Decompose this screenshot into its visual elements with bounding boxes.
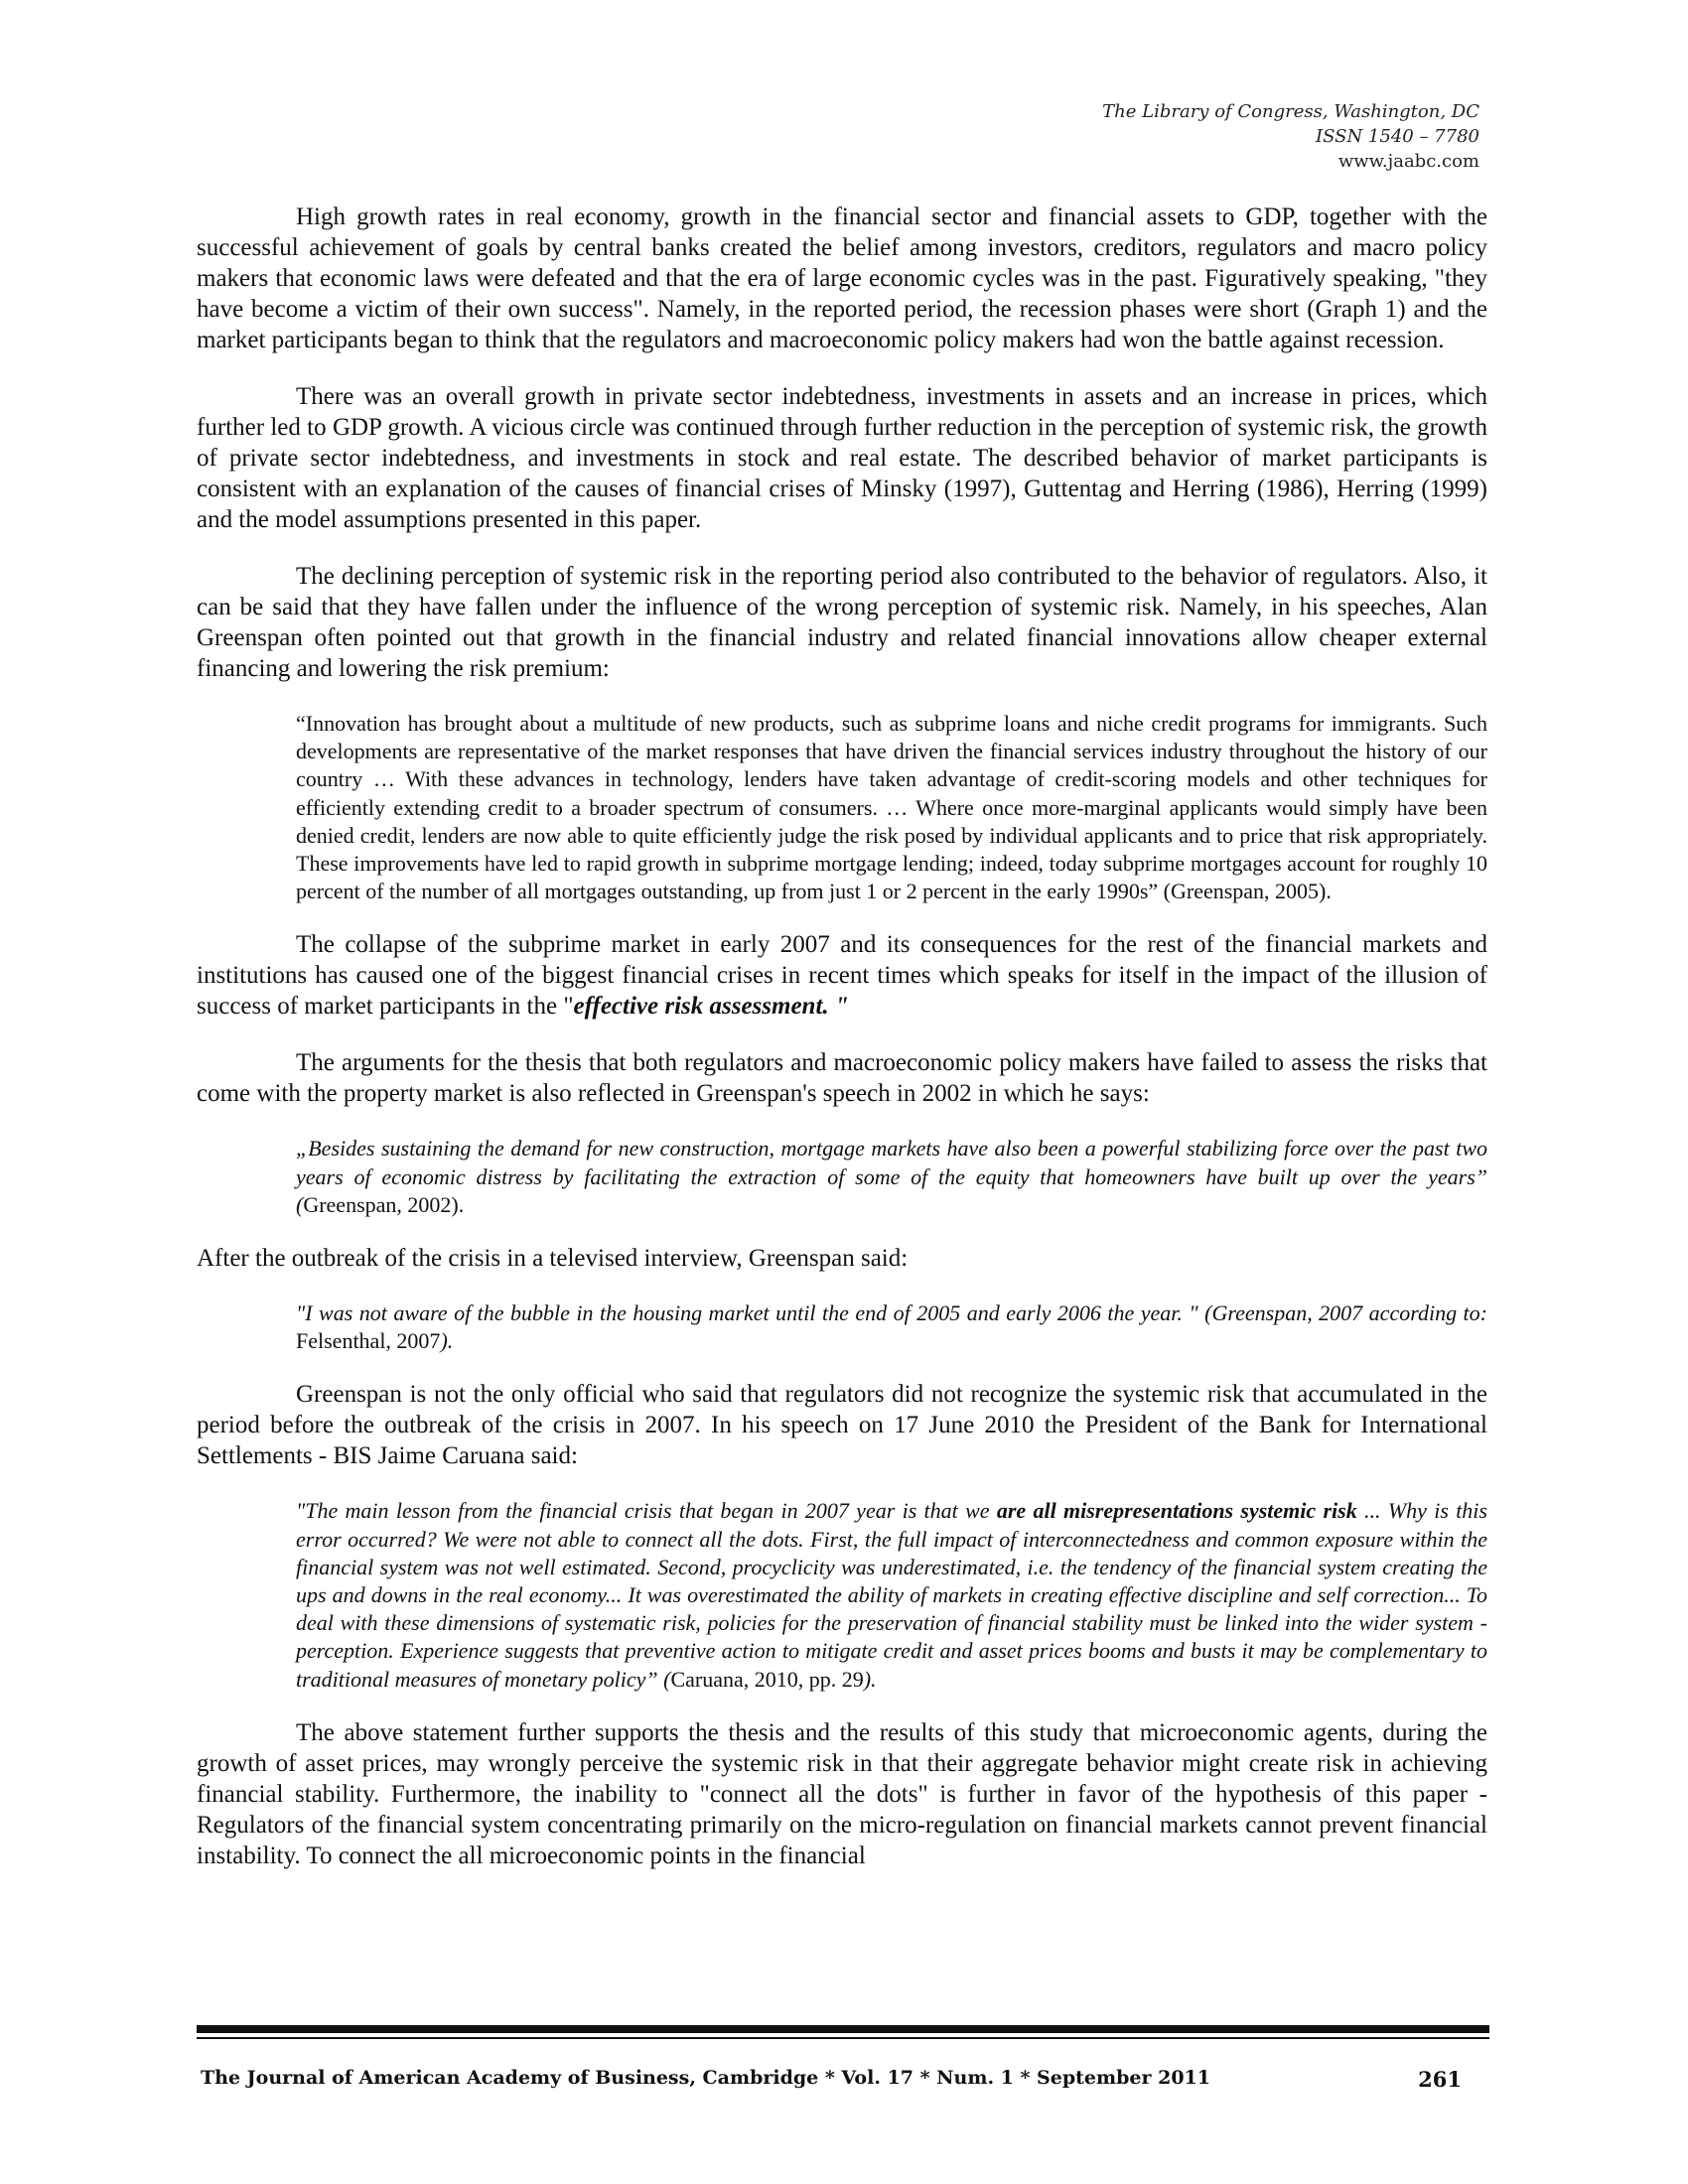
block-quote: “Innovation has brought about a multitude of new products, such as subprime loans and niche credit programs for immigrants. Such developments are representative of the market responses that have driven the financial services industry throughout the history of our country … With these advances in technology, lenders have taken advantage of credit-scoring models and other techniques for efficiently extending credit to a broader spectrum of consumers. … Where once more-marginal applicants would simply have been denied credit, lenders are now able to quite efficiently judge the risk posed by individual applicants and to price that risk appropriately. These improvements have led to rapid growth in subprime mortgage lending; indeed, today subprime mortgages account for roughly 10 percent of the number of all mortgages outstanding, up from just 1 or 2 percent in the early 1990s” (Greenspan, 2005).	[296, 711, 1487, 904]
paragraph: There was an overall growth in private sector indebtedness, investments in assets and an increase in prices, which further led to GDP growth. A vicious circle was continued through further reduction in the perception of systemic risk, the growth of private sector indebtedness, and investments in stock and real estate. The described behavior of market participants is consistent with an explanation of the causes of financial crises of Minsky (1997), Guttentag and Herring (1986), Herring (1999) and the model assumptions presented in this paper.	[197, 383, 1487, 533]
header-library: The Library of Congress, Washington, DC	[1102, 101, 1479, 122]
block-quote: "I was not aware of the bubble in the housing market until the end of 2005 and early 2006 the year. " (Greenspan, 2007 according to: Felsenthal, 2007).	[296, 1300, 1487, 1354]
block-quote: „Besides sustaining the demand for new construction, mortgage markets have also been a powerful stabilizing force over the past two years of economic distress by facilitating the extraction of some of the equity that homeowners have built up over the years” (Greenspan, 2002).	[296, 1136, 1487, 1217]
citation: Felsenthal, 2007	[296, 1328, 441, 1354]
page-number: 261	[1418, 2067, 1462, 2092]
block-quote: "The main lesson from the financial crisis that began in 2007 year is that we are all misrepresentations systemic risk ... Why is this error occurred? We were not able to connect all the dots. First, the full impact of interconnectedness and common exposure within the financial system was not well estimated. Second, procyclicity was underestimated, i.e. the tendency of the financial system creating the ups and downs in the real economy... It was overestimated the ability of markets in creating effective discipline and self correction... To deal with these dimensions of systematic risk, policies for the preservation of financial stability must be linked into the wider system - perception. Experience suggests that preventive action to mitigate credit and asset prices booms and busts it may be complementary to traditional measures of monetary policy” (Caruana, 2010, pp. 29).	[296, 1498, 1487, 1692]
paragraph: The above statement further supports the thesis and the results of this study that microeconomic agents, during the growth of asset prices, may wrongly perceive the systemic risk in that their aggregate behavior might create risk in achieving financial stability. Furthermore, the inability to "connect all the dots" is further in favor of the hypothesis of this paper - Regulators of the financial system concentrating primarily on the micro-regulation on financial markets cannot prevent financial instability. To connect the all microeconomic points in the financial	[197, 1718, 1487, 1869]
journal-citation: The Journal of American Academy of Business, Cambridge * Vol. 17 * Num. 1 * September 2011	[201, 2067, 1211, 2089]
paragraph: Greenspan is not the only official who said that regulators did not recognize the systemic risk that accumulated in the period before the outbreak of the crisis in 2007. In his speech on 17 June 2010 the President of the Bank for International Settlements - BIS Jaime Caruana said:	[197, 1381, 1487, 1470]
header-issn: ISSN 1540 – 7780	[1316, 126, 1479, 147]
paragraph: The arguments for the thesis that both regulators and macroeconomic policy makers have failed to assess the risks that come with the property market is also reflected in Greenspan's speech in 2002 in which he says:	[197, 1049, 1487, 1108]
paragraph: The collapse of the subprime market in early 2007 and its consequences for the rest of the financial markets and institutions has caused one of the biggest financial crises in recent times which speaks for itself in the impact of the illusion of success of market participants in the "effective risk assessment. "	[197, 931, 1487, 1021]
paragraph: After the outbreak of the crisis in a televised interview, Greenspan said:	[197, 1245, 909, 1273]
footer-rule	[197, 2025, 1489, 2033]
paragraph: The declining perception of systemic risk in the reporting period also contributed to the behavior of regulators. Also, it can be said that they have fallen under the influence of the wrong perception of systemic risk. Namely, in his speeches, Alan Greenspan often pointed out that growth in the financial industry and related financial innovations allow cheaper external financing and lowering the risk premium:	[197, 563, 1487, 682]
header-url: www.jaabc.com	[1337, 151, 1479, 172]
strong-text: are all misrepresentations systemic risk	[996, 1498, 1357, 1524]
page-footer	[201, 2067, 1462, 2092]
citation: Caruana, 2010, pp. 29	[670, 1666, 864, 1692]
paragraph: High growth rates in real economy, growth in the financial sector and financial assets to GDP, together with the successful achievement of goals by central banks created the belief among investors, creditors, regulators and macro policy makers that economic laws were defeated and that the era of large economic cycles was in the past. Figuratively speaking, "they have become a victim of their own success". Namely, in the reported period, the recession phases were short (Graph 1) and the market participants began to think that the regulators and macroeconomic policy makers had won the battle against recession.	[197, 204, 1487, 353]
article-body	[197, 202, 1487, 1897]
footer-rule-thin	[197, 2037, 1489, 2039]
citation: Greenspan, 2002).	[303, 1191, 465, 1217]
page-header	[1102, 99, 1479, 174]
emphasis-text: effective risk assessment.	[573, 993, 829, 1021]
